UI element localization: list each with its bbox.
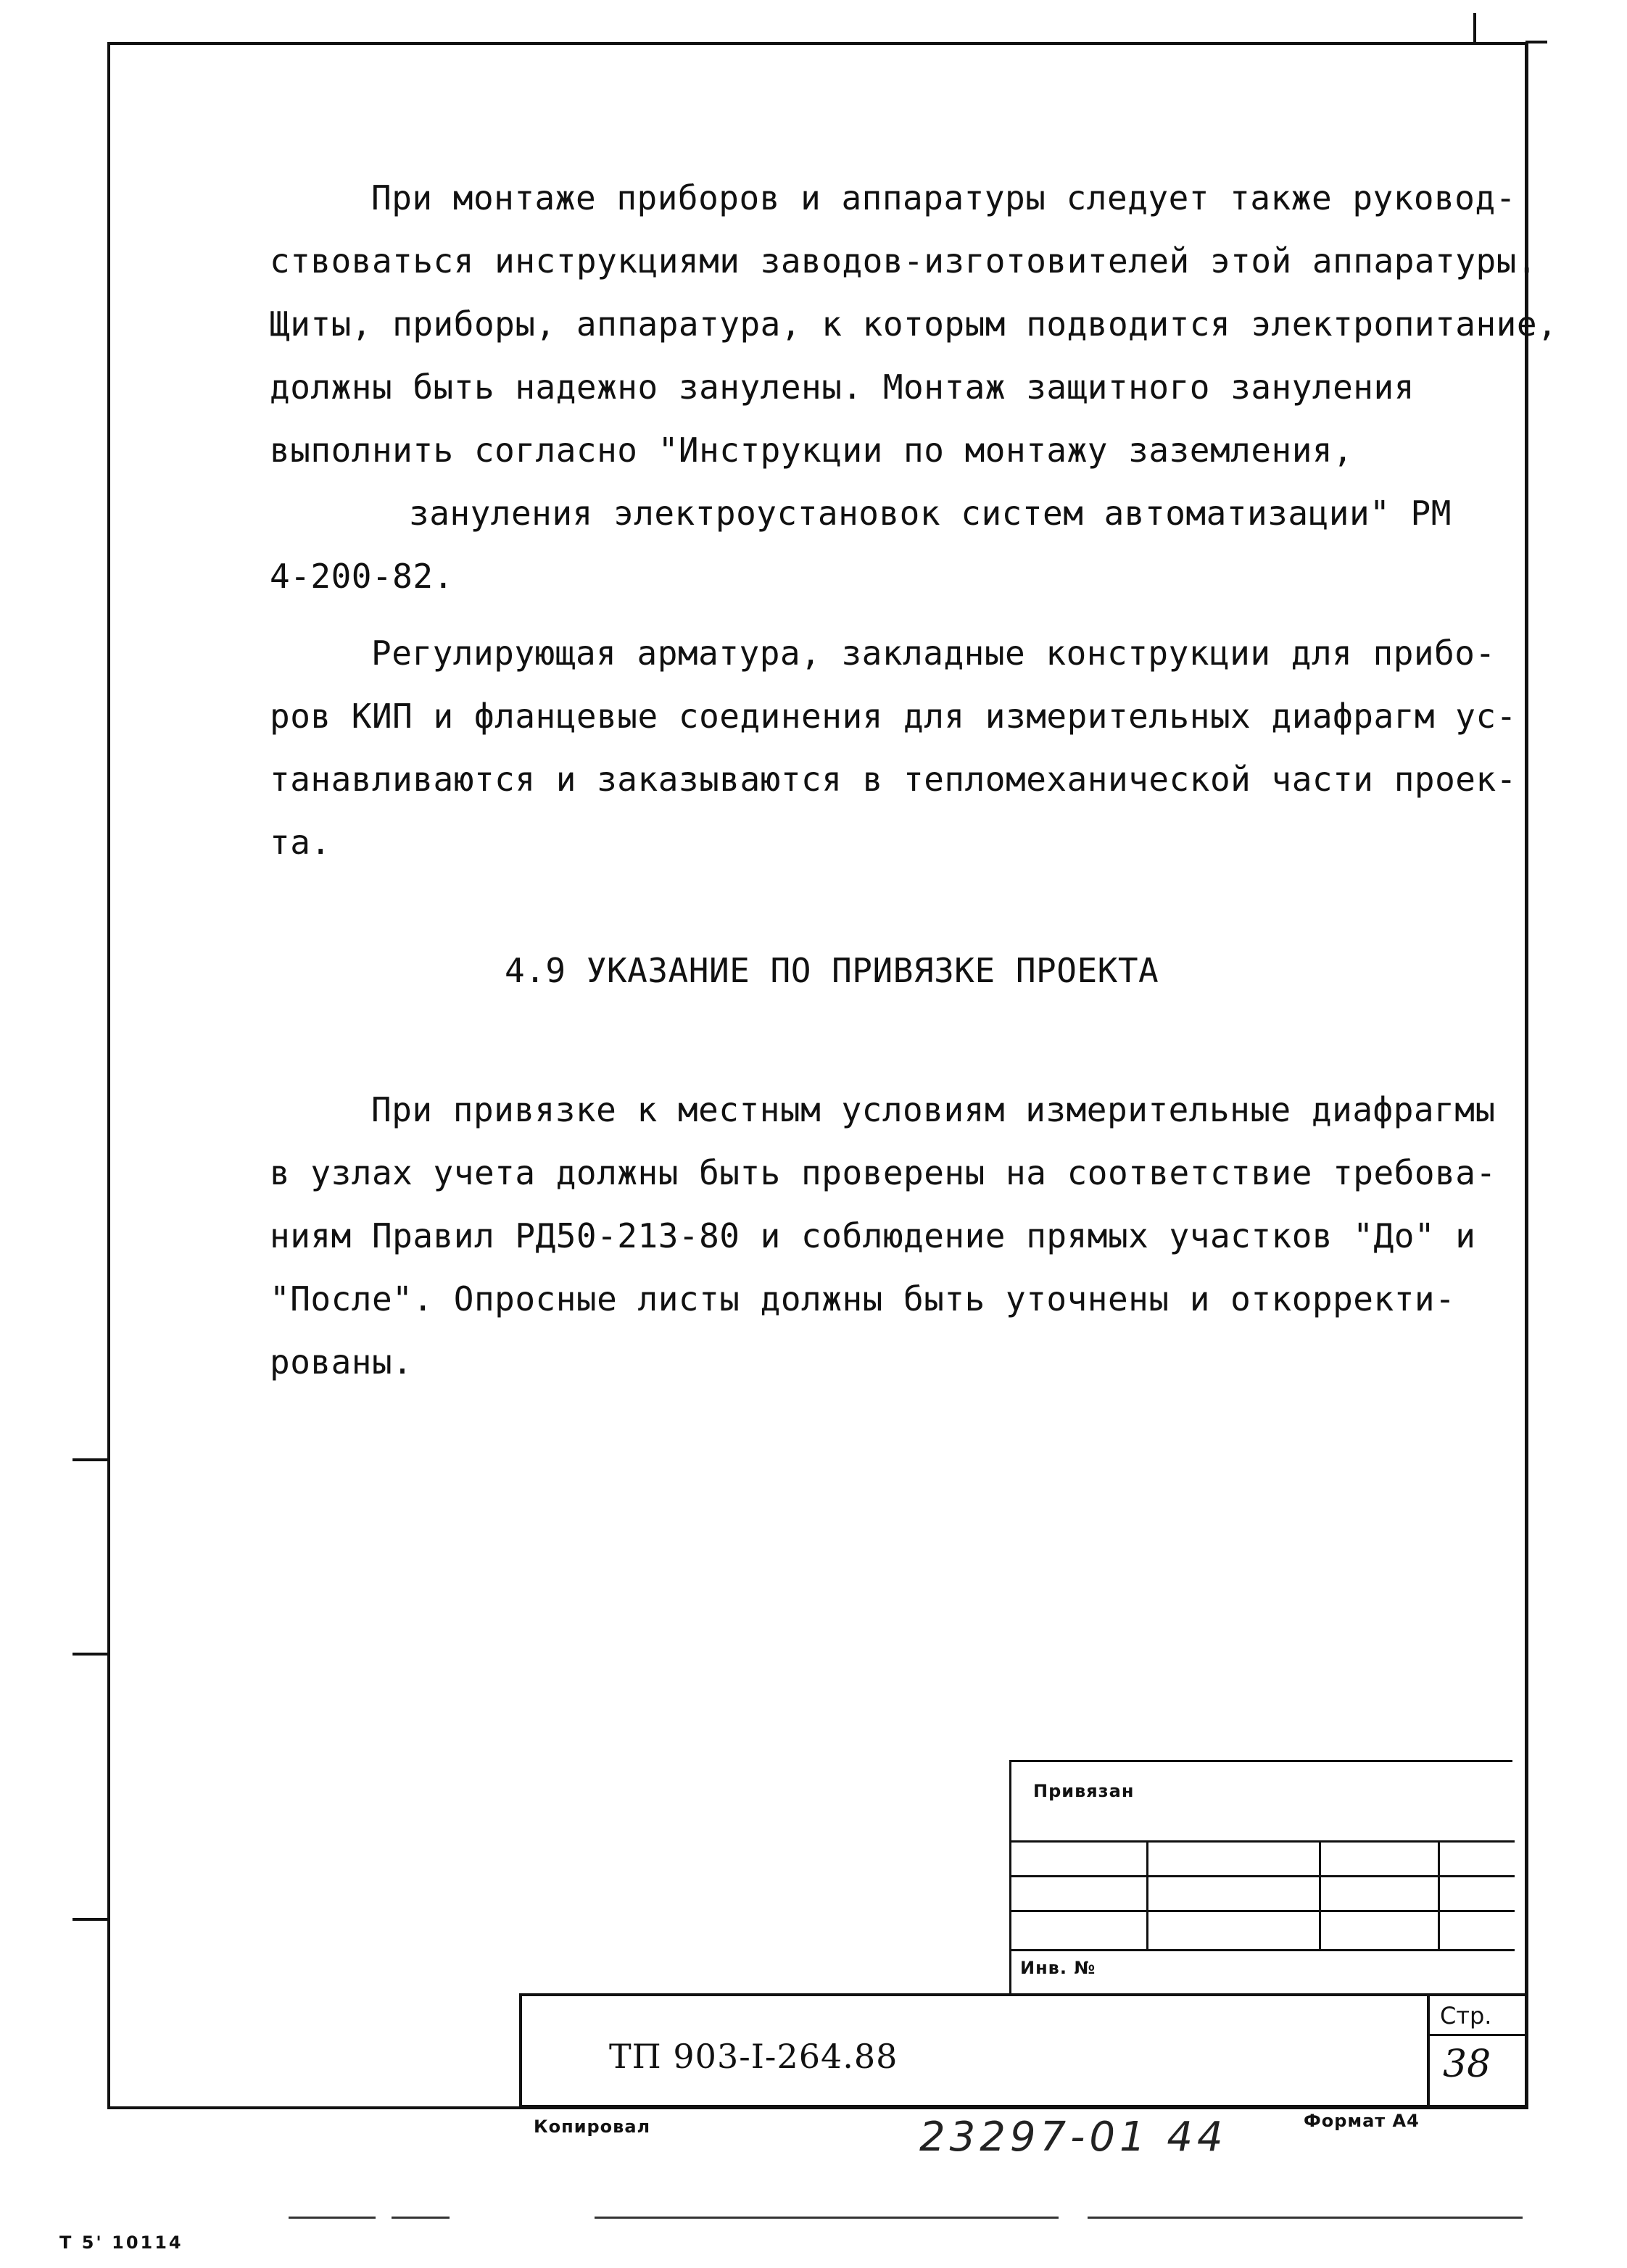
document-code: ТП 903-I-264.88 [609,2037,898,2076]
page-separator-line [1430,2034,1528,2036]
text-line: При монтаже приборов и аппаратуры следует также руковод- [371,178,1516,217]
text-line: Регулирующая арматура, закладные конструкции для прибо- [371,634,1496,673]
text-line: ниям Правил РД50-213-80 и соблюдение прямых участков "До" и [270,1216,1476,1255]
text-line: рованы. [270,1342,413,1382]
stamp-col-line [1319,1840,1321,1949]
text-line: ствоваться инструкциями заводов-изготовителей этой аппаратуры. [270,241,1538,281]
text-line: зануления электроустановок систем автоматизации" РМ [409,494,1452,533]
stamp-row-line [1011,1949,1515,1951]
dash-line [595,2217,1059,2219]
page-number: 38 [1443,2043,1491,2086]
binding-tick-3 [73,1918,110,1921]
page-label: Стр. [1440,2002,1492,2030]
stamp-col-line [1146,1840,1148,1949]
text-line: "После". Опросные листы должны быть уточнены и откорректи- [270,1279,1456,1318]
title-block [519,1993,1525,2108]
text-line: ров КИП и фланцевые соединения для измерительных диафрагм ус- [270,697,1517,736]
text-line: выполнить согласно "Инструкции по монтажу заземления, [270,431,1354,470]
archive-code: Т 5' 10114 [59,2232,183,2253]
stamp-col-line [1438,1840,1440,1949]
binding-tick-1 [73,1458,110,1461]
text-line: Щиты, приборы, аппаратура, к которым подводится электропитание, [270,304,1558,344]
text-line: При привязке к местным условиям измерительные диафрагмы [371,1090,1496,1129]
text-line: 4-200-82. [270,557,454,596]
text-line: должны быть надежно занулены. Монтаж защитного зануления [270,367,1415,407]
page-column-line [1427,1996,1430,2108]
dash-line [289,2217,376,2219]
frame-top-tick [1473,13,1476,45]
paragraph-binding [270,1079,1496,1394]
text-line: в узлах учета должны быть проверены на соответствие требова- [270,1153,1496,1192]
copied-label: Копировал [534,2117,651,2137]
paragraph-fittings [270,622,1517,874]
binding-tick-2 [73,1653,110,1656]
stamp-inv-label: Инв. № [1020,1958,1096,1978]
dash-line [392,2217,450,2219]
binding-stamp [1009,1760,1512,1993]
section-heading: 4.9 УКАЗАНИЕ ПО ПРИВЯЗКЕ ПРОЕКТА [505,951,1159,990]
format-label: Формат А4 [1304,2111,1420,2131]
dash-line [1088,2217,1523,2219]
stamp-linked-label: Привязан [1033,1781,1135,1801]
text-line: танавливаются и заказываются в тепломеханической части проек- [270,760,1517,799]
text-line: та. [270,823,331,862]
frame-top-extension [1525,41,1547,43]
handwritten-archive-number: 23297-01 44 [919,2114,1228,2161]
paragraph-installation [270,167,1558,608]
